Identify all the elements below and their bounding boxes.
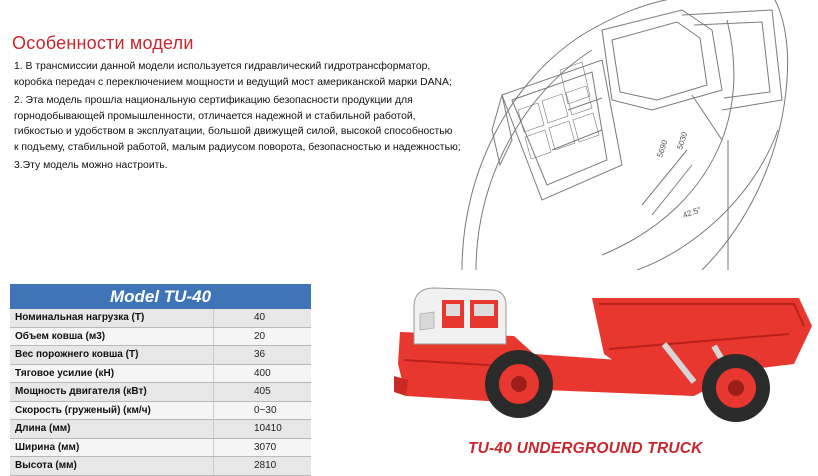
table-row: [10, 457, 311, 476]
turning-radius-diagram: [452, 0, 818, 270]
dimension-label: 5030: [675, 130, 690, 151]
feature-item: 1. В трансмиссии данной модели используется гидравлический гидротрансформатор, коробка передач с переключением мощности и ведущий мост американской марки DANA;: [14, 61, 452, 88]
truck-image: [394, 284, 818, 434]
feature-item: 2. Эта модель прошла национальную сертификацию безопасности продукции для горнодобывающей промышленности, отличается надежной и стабильной работой, гибкостью и удобством в эксплуатации, большой движущей силой, высокой способностью к подъему, стабильной работой, малым радиусом поворота, безопасностью и надежностью;: [14, 95, 461, 153]
spec-table-header: Model TU-40: [10, 284, 311, 309]
front-wheel: [485, 350, 553, 418]
table-row: [10, 439, 311, 458]
feature-item: 3.Эту модель можно настроить.: [14, 160, 168, 171]
spec-label: Вес порожнего ковша (Т): [10, 346, 214, 364]
table-row: [10, 309, 311, 328]
table-row: [10, 365, 311, 384]
table-row: [10, 328, 311, 347]
truck-caption: TU-40 UNDERGROUND TRUCK: [468, 440, 703, 457]
spec-label: Скорость (груженый) (км/ч): [10, 402, 214, 420]
spec-value: 0~30: [254, 404, 277, 416]
dimension-label: 42.5°: [681, 204, 703, 220]
rear-wheel: [702, 354, 770, 422]
spec-label: Объем ковша (м3): [10, 328, 214, 346]
spec-label: Ширина (мм): [10, 439, 214, 457]
spec-label: Тяговое усилие (кН): [10, 365, 214, 383]
spec-value: 40: [254, 312, 266, 323]
page-title: Особенности модели: [12, 33, 194, 53]
spec-value: 2810: [254, 460, 277, 471]
table-row: [10, 383, 311, 402]
spec-value: 20: [254, 330, 266, 342]
table-row: [10, 420, 311, 439]
spec-table: [10, 284, 311, 476]
spec-table-body: [10, 309, 311, 476]
spec-label: Длина (мм): [10, 420, 214, 438]
table-row: [10, 346, 311, 365]
spec-label: Номинальная нагрузка (Т): [10, 309, 214, 327]
dimension-label: 5690: [655, 138, 670, 159]
table-row: [10, 402, 311, 421]
spec-value: 36: [254, 349, 266, 360]
spec-label: Высота (мм): [10, 457, 214, 475]
spec-value: 405: [254, 386, 271, 397]
spec-value: 10410: [254, 423, 282, 434]
features-list: [14, 59, 474, 177]
spec-label: Мощность двигателя (кВт): [10, 383, 214, 401]
spec-value: 400: [254, 367, 271, 379]
spec-value: 3070: [254, 441, 277, 453]
